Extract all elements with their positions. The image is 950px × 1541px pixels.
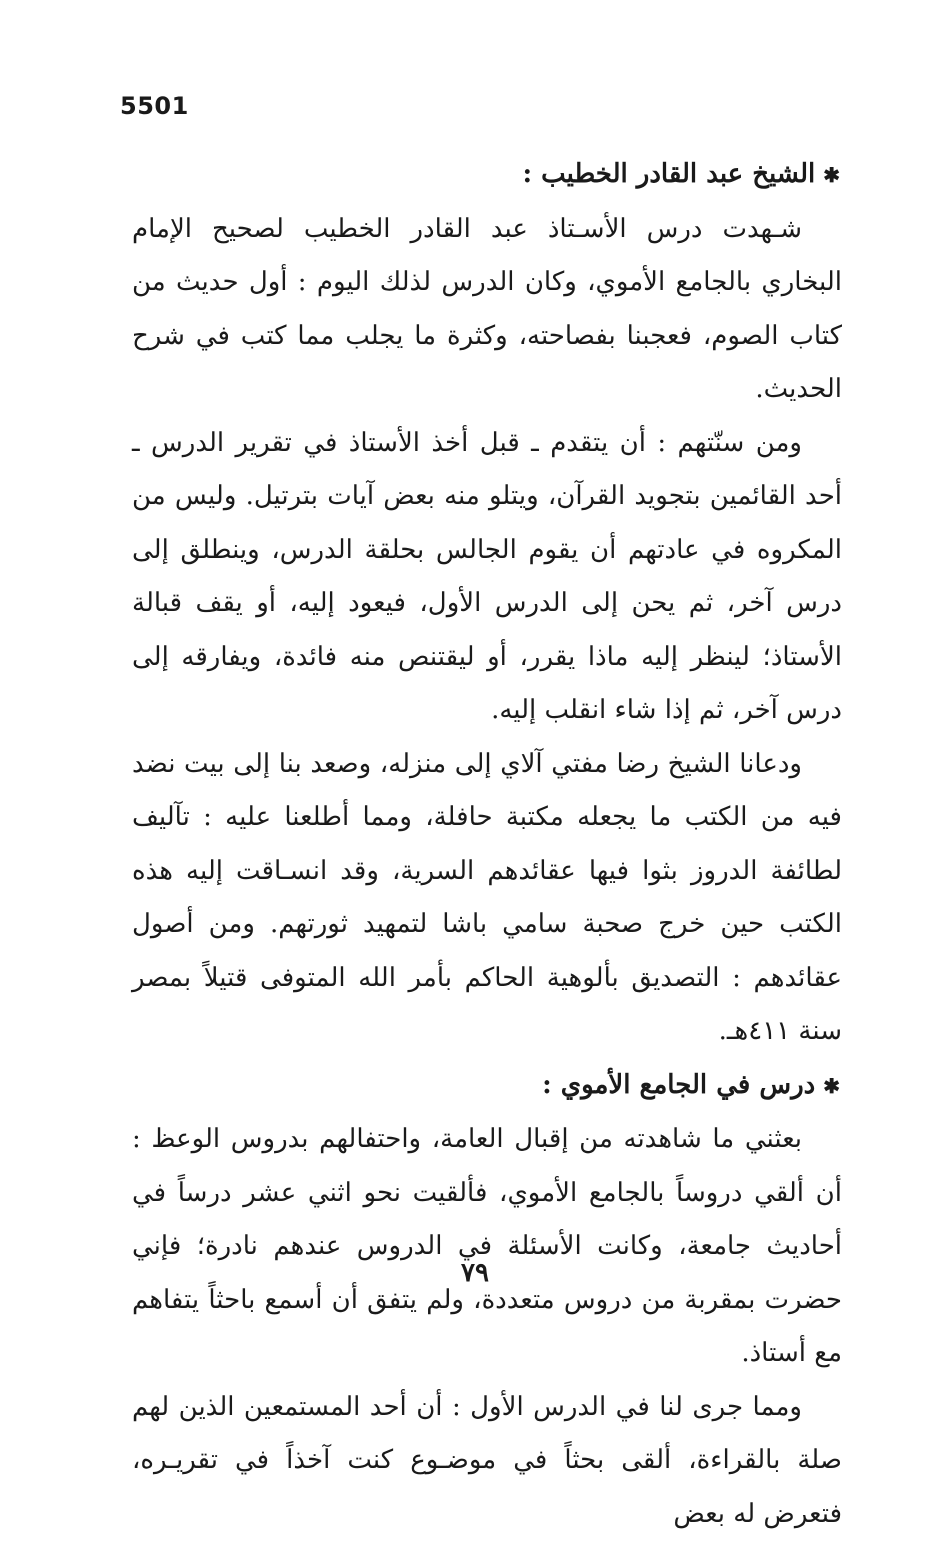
section-heading-sheikh-abdelqader [132,148,842,203]
section-heading-umayyad-lesson [132,1059,842,1114]
page-body [132,148,842,1541]
paragraph: بعثني ما شاهدته من إقبال العامة، واحتفالهم بدروس الوعظ : أن ألقي دروساً بالجامع الأموي، فألقيت نحو اثني عشر درساً في أحاديث جامعة، وكانت الأسئلة في الدروس عندهم نادرة؛ فإني حضرت بمقربة من دروس متعددة، ولم يتفق أن أسمع باحثاً يتفاهم مع أستاذ. [132,1113,842,1381]
section-heading-text: درس في الجامع الأموي : [542,1070,815,1100]
paragraph: شـهدت درس الأسـتاذ عبد القادر الخطيب لصحيح الإمام البخاري بالجامع الأموي، وكان الدرس لذلك اليوم : أول حديث من كتاب الصوم، فعجبنا بفصاحته، وكثرة ما يجلب مما كتب في شرح الحديث. [132,203,842,417]
page-number: ٧٩ [0,1258,950,1288]
paragraph: ودعانا الشيخ رضا مفتي آلاي إلى منزله، وصعد بنا إلى بيت نضد فيه من الكتب ما يجعله مكتبة حافلة، ومما أطلعنا عليه : تآليف لطائفة الدروز بثوا فيها عقائدهم السرية، وقد انسـاقت إليه هذه الكتب حين خرج صحبة سامي باشا لتمهيد ثورتهم. ومن أصول عقائدهم : التصديق بألوهية الحاكم بأمر الله المتوفى قتيلاً بمصر سنة ٤١١هـ. [132,738,842,1059]
asterisk-bullet-icon: ✱ [823,149,840,203]
section-heading-text: الشيخ عبد القادر الخطيب : [522,159,815,189]
reference-number: 5501 [120,92,189,120]
paragraph: ومما جرى لنا في الدرس الأول : أن أحد المستمعين الذين لهم صلة بالقراءة، ألقى بحثاً في موضـوع كنت آخذاً في تقريـره، فتعرض له بعض [132,1381,842,1541]
asterisk-bullet-icon: ✱ [823,1060,840,1114]
paragraph: ومن سنّتهم : أن يتقدم ـ قبل أخذ الأستاذ في تقرير الدرس ـ أحد القائمين بتجويد القرآن، ويتلو منه بعض آيات بترتيل. وليس من المكروه في عادتهم أن يقوم الجالس بحلقة الدرس، وينطلق إلى درس آخر، ثم يحن إلى الدرس الأول، فيعود إليه، أو يقف قبالة الأستاذ؛ لينظر إليه ماذا يقرر، أو ليقتنص منه فائدة، ويفارقه إلى درس آخر، ثم إذا شاء انقلب إليه. [132,417,842,738]
